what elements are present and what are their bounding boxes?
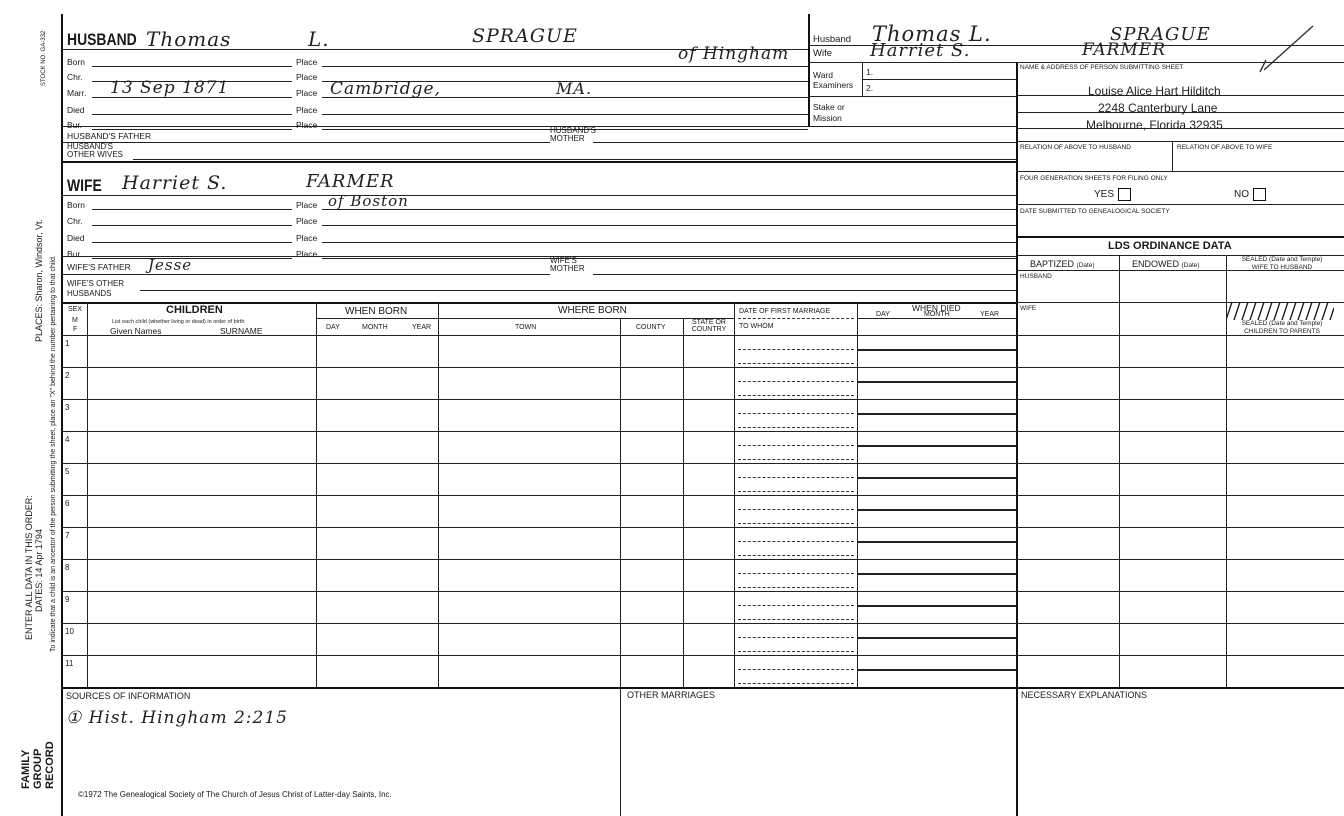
to-whom-line xyxy=(738,587,854,588)
child-row-number: 8 xyxy=(65,563,70,572)
submitter-name: Louise Alice Hart Hilditch xyxy=(1088,84,1221,98)
husband-born-label: Born xyxy=(67,57,85,67)
marriage-date-line xyxy=(738,413,854,414)
child-row-number: 6 xyxy=(65,499,70,508)
to-whom-line xyxy=(738,491,854,492)
examiner-2: 2. xyxy=(866,83,874,93)
dates-note: DATES: 14 Apr 1794 xyxy=(34,529,44,612)
record-title-line: GROUP xyxy=(32,748,44,789)
wife-bur-place-label: Place xyxy=(296,249,318,259)
wife-mother-label: WIFE'S MOTHER xyxy=(550,256,585,273)
husband-marr-label: Marr. xyxy=(67,88,87,98)
husband-chr-label: Chr. xyxy=(67,72,83,82)
died-line xyxy=(857,381,1016,383)
ancestor-note: To indicate that a child is an ancestor of the person submitting the sheet, place an "X" behind the number pertaining to that child. xyxy=(50,255,57,652)
wife-died-place-label: Place xyxy=(296,233,318,243)
lds-wife-row: WIFE xyxy=(1020,305,1037,312)
died-line xyxy=(857,637,1016,639)
to-whom-line xyxy=(738,651,854,652)
died-line xyxy=(857,541,1016,543)
child-row-number: 9 xyxy=(65,595,70,604)
marriage-date-line xyxy=(738,349,854,350)
child-row-number: 7 xyxy=(65,531,70,540)
sealed-wife-label: SEALED (Date and Temple) WIFE TO HUSBAND xyxy=(1241,256,1323,271)
header-husband-name: Thomas L. xyxy=(872,22,992,46)
child-row-number: 5 xyxy=(65,467,70,476)
to-whom-line xyxy=(738,683,854,684)
wife-father-label: WIFE'S FATHER xyxy=(67,262,131,272)
wife-born-place-label: Place xyxy=(296,200,318,210)
child-row[interactable] xyxy=(62,367,1344,399)
submitter-street: 2248 Canterbury Lane xyxy=(1098,101,1218,115)
marriage-date: 13 Sep 1871 xyxy=(110,78,230,98)
examiners-label: Examiners xyxy=(813,80,854,90)
husband-died-label: Died xyxy=(67,105,85,115)
child-row-number: 1 xyxy=(65,339,70,348)
husband-middle-initial: L. xyxy=(308,27,330,51)
child-row[interactable] xyxy=(62,335,1344,367)
sources-label: SOURCES OF INFORMATION xyxy=(66,691,191,701)
no-checkbox[interactable] xyxy=(1234,188,1266,201)
to-whom-line xyxy=(738,395,854,396)
copyright: ©1972 The Genealogical Society of The Church of Jesus Christ of Latter-day Saints, Inc. xyxy=(78,790,392,799)
husband-died-place-label: Place xyxy=(296,105,318,115)
ward-label: Ward xyxy=(813,70,833,80)
relation-husband-label: RELATION OF ABOVE TO HUSBAND xyxy=(1020,144,1131,151)
examiner-1: 1. xyxy=(866,67,874,77)
died-line xyxy=(857,349,1016,351)
places-note: PLACES: Sharon, Windsor, Vt. xyxy=(34,218,44,342)
marriage-date-line xyxy=(738,669,854,670)
baptized-label: BAPTIZED xyxy=(1030,259,1075,269)
to-whom-line xyxy=(738,427,854,428)
wife-other-husbands-label: WIFE'S OTHER HUSBANDS xyxy=(67,279,125,298)
to-whom-line xyxy=(738,619,854,620)
county-header: COUNTY xyxy=(636,324,666,331)
husband-surname: SPRAGUE xyxy=(472,25,578,47)
enter-all-note: ENTER ALL DATA IN THIS ORDER: xyxy=(24,495,34,640)
explanations-label: NECESSARY EXPLANATIONS xyxy=(1021,690,1148,700)
state-header: STATE OR COUNTRY xyxy=(691,319,727,333)
baptized-date-label: (Date) xyxy=(1076,262,1095,269)
husband-given-name: Thomas xyxy=(146,27,232,51)
husband-residence: of Hingham xyxy=(678,44,790,64)
child-row-number: 3 xyxy=(65,403,70,412)
yes-checkbox[interactable] xyxy=(1094,188,1131,201)
child-row[interactable] xyxy=(62,399,1344,431)
given-names-header: Given Names xyxy=(110,326,162,336)
no-box[interactable] xyxy=(1253,188,1266,201)
child-row[interactable] xyxy=(62,495,1344,527)
lds-husband-row: HUSBAND xyxy=(1020,273,1052,280)
children-subheader: List each child (whether living or dead) in order of birth xyxy=(112,319,245,325)
first-marriage-header: DATE OF FIRST MARRIAGE xyxy=(739,308,831,315)
died-line xyxy=(857,605,1016,607)
yes-box[interactable] xyxy=(1118,188,1131,201)
child-row-number: 10 xyxy=(65,627,74,636)
husband-chr-place-label: Place xyxy=(296,72,318,82)
record-title xyxy=(20,741,62,790)
marriage-date-line xyxy=(738,445,854,446)
died-line xyxy=(857,413,1016,415)
stock-number: STOCK NO. GA-332 xyxy=(41,30,47,86)
marriage-state: MA. xyxy=(556,79,593,98)
where-born-header: WHERE BORN xyxy=(558,305,627,316)
child-row[interactable] xyxy=(62,655,1344,687)
to-whom-header: TO WHOM xyxy=(739,323,774,330)
to-whom-line xyxy=(738,363,854,364)
source-entry: ① Hist. Hingham 2:215 xyxy=(66,708,288,728)
no-label: NO xyxy=(1234,189,1249,201)
wife-bur-label: Bur. xyxy=(67,249,83,259)
child-row[interactable] xyxy=(62,591,1344,623)
died-line xyxy=(857,445,1016,447)
wife-chr-place-label: Place xyxy=(296,216,318,226)
child-row-number: 2 xyxy=(65,371,70,380)
child-row[interactable] xyxy=(62,623,1344,655)
husband-father-label: HUSBAND'S FATHER xyxy=(67,131,152,141)
wife-father: Jesse xyxy=(148,256,193,274)
husband-marr-place-label: Place xyxy=(296,88,318,98)
born-day-header: DAY xyxy=(326,324,340,331)
wife-born-place: of Boston xyxy=(328,192,409,210)
marriage-date-line xyxy=(738,605,854,606)
marriage-date-line xyxy=(738,541,854,542)
relation-wife-label: RELATION OF ABOVE TO WIFE xyxy=(1177,144,1273,151)
wife-given-name: Harriet S. xyxy=(122,172,228,194)
check-slash xyxy=(1258,20,1318,80)
child-row-number: 11 xyxy=(65,659,74,668)
header-wife-label: Wife xyxy=(813,48,832,59)
husband-bur-place-label: Place xyxy=(296,120,318,130)
to-whom-line xyxy=(738,459,854,460)
to-whom-line xyxy=(738,523,854,524)
header-husband-surname: SPRAGUE xyxy=(1110,24,1211,45)
yes-label: YES xyxy=(1094,189,1115,201)
to-whom-line xyxy=(738,555,854,556)
husband-born-place-label: Place xyxy=(296,57,318,67)
wife-surname: FARMER xyxy=(306,171,395,192)
marriage-date-line xyxy=(738,573,854,574)
header-husband-label: Husband xyxy=(813,34,852,45)
husband-other-wives-label: HUSBAND'S OTHER WIVES xyxy=(67,142,124,159)
endowed-label: ENDOWED xyxy=(1132,259,1179,269)
surname-header: SURNAME xyxy=(220,326,263,336)
header-wife-surname: FARMER xyxy=(1082,40,1167,60)
died-year-header: YEAR xyxy=(980,311,1000,318)
child-row[interactable] xyxy=(62,431,1344,463)
child-row[interactable] xyxy=(62,559,1344,591)
sex-f: F xyxy=(73,326,78,333)
husband-heading: HUSBAND xyxy=(67,30,137,49)
wife-heading: WIFE xyxy=(67,176,102,195)
died-day-header: DAY xyxy=(876,311,890,318)
when-died-header: WHEN DIED xyxy=(912,303,961,313)
lds-title: LDS ORDINANCE DATA xyxy=(1108,240,1232,252)
date-submitted-label: DATE SUBMITTED TO GENEALOGICAL SOCIETY xyxy=(1020,208,1170,215)
died-month-header: MONTH xyxy=(924,311,950,318)
sealed-hatch xyxy=(1226,302,1334,320)
born-month-header: MONTH xyxy=(362,324,388,331)
wife-died-label: Died xyxy=(67,233,85,243)
sex-header: SEX xyxy=(68,306,83,313)
wife-chr-label: Chr. xyxy=(67,216,83,226)
born-year-header: YEAR xyxy=(412,324,432,331)
marriage-date-line xyxy=(738,637,854,638)
children-header: CHILDREN xyxy=(166,304,223,316)
stake-label: Stake or Mission xyxy=(813,102,845,123)
marriage-date-line xyxy=(738,477,854,478)
child-row-number: 4 xyxy=(65,435,70,444)
marriage-place: Cambridge, xyxy=(330,79,441,99)
submitter-city: Melbourne, Florida 32935 xyxy=(1086,118,1223,132)
husband-bur-label: Bur. xyxy=(67,120,83,130)
marriage-date-line xyxy=(738,509,854,510)
other-marriages-label: OTHER MARRIAGES xyxy=(627,690,716,700)
record-title-line: RECORD xyxy=(44,741,56,789)
sex-m: M xyxy=(72,317,78,324)
husband-mother-label: HUSBAND'S MOTHER xyxy=(550,126,596,143)
when-born-header: WHEN BORN xyxy=(345,306,408,317)
four-gen-label: FOUR GENERATION SHEETS FOR FILING ONLY xyxy=(1020,175,1168,182)
died-line xyxy=(857,509,1016,511)
child-row[interactable] xyxy=(62,527,1344,559)
sealed-children-label: SEALED (Date and Temple) CHILDREN TO PARENTS xyxy=(1241,320,1323,335)
record-title-line: FAMILY xyxy=(20,749,32,789)
died-line xyxy=(857,573,1016,575)
endowed-date-label: (Date) xyxy=(1181,262,1200,269)
wife-born-label: Born xyxy=(67,200,85,210)
header-wife-name: Harriet S. xyxy=(870,40,971,61)
town-header: TOWN xyxy=(515,324,537,331)
submitter-label: NAME & ADDRESS OF PERSON SUBMITTING SHEET xyxy=(1020,64,1184,71)
child-row[interactable] xyxy=(62,463,1344,495)
died-line xyxy=(857,477,1016,479)
marriage-date-line xyxy=(738,381,854,382)
died-line xyxy=(857,669,1016,671)
